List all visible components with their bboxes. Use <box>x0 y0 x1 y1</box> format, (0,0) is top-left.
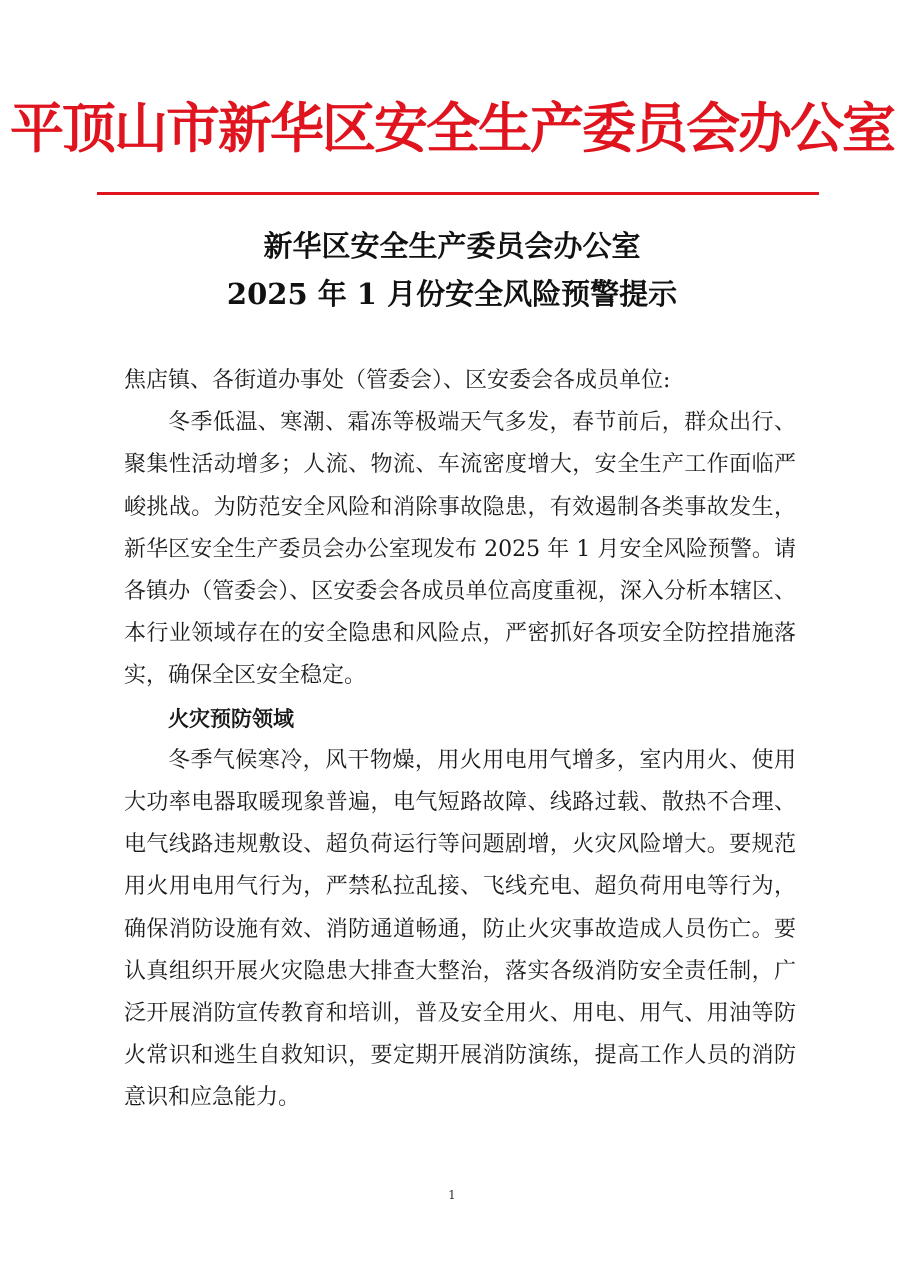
page-number: 1 <box>448 1188 456 1202</box>
fire-prevention-paragraph: 冬季气候寒冷，风干物燥，用火用电用气增多，室内用火、使用大功率电器取暖现象普遍，电气短路故障、线路过载、散热不合理、电气线路违规敷设、超负荷运行等问题剧增，火灾风险增大。要规范用火用电用气行为，严禁私拉乱接、飞线充电、超负荷用电等行为，确保消防设施有效、消防通道畅通，防止火灾事故造成人员伤亡。要认真组织开展火灾隐患大排查大整治，落实各级消防安全责任制，广泛开展消防宣传教育和培训，普及安全用火、用电、用气、用油等防火常识和逃生自救知识，要定期开展消防演练，提高工作人员的消防意识和应急能力。 <box>124 747 796 1111</box>
section-heading-fire-prevention: 火灾预防领域 <box>168 706 294 731</box>
salutation: 焦店镇、各街道办事处（管委会）、区安委会各成员单位: <box>124 368 671 393</box>
intro-paragraph: 冬季低温、寒潮、霜冻等极端天气多发，春节前后，群众出行、聚集性活动增多；人流、物流、车流密度增大，安全生产工作面临严峻挑战。为防范安全风险和消除事故隐患，有效遏制各类事故发生，新华区安全生产委员会办公室现发布 2025 年 1 月安全风险预警。请各镇办（管委会）、区安委会各成员单位高度重视，深入分析本辖区、本行业领域存在的安全隐患和风险点，严密抓好各项安全防控措施落实，确保全区安全稳定。 <box>124 410 796 689</box>
document-body <box>124 360 796 1120</box>
document-title-line-1: 新华区安全生产委员会办公室 <box>263 229 641 263</box>
letterhead-divider <box>97 192 819 195</box>
letterhead-title: 平顶山市新华区安全生产委员会办公室 <box>10 96 894 160</box>
document-title-line-2: 2025 年 1 月份安全风险预警提示 <box>226 277 678 311</box>
